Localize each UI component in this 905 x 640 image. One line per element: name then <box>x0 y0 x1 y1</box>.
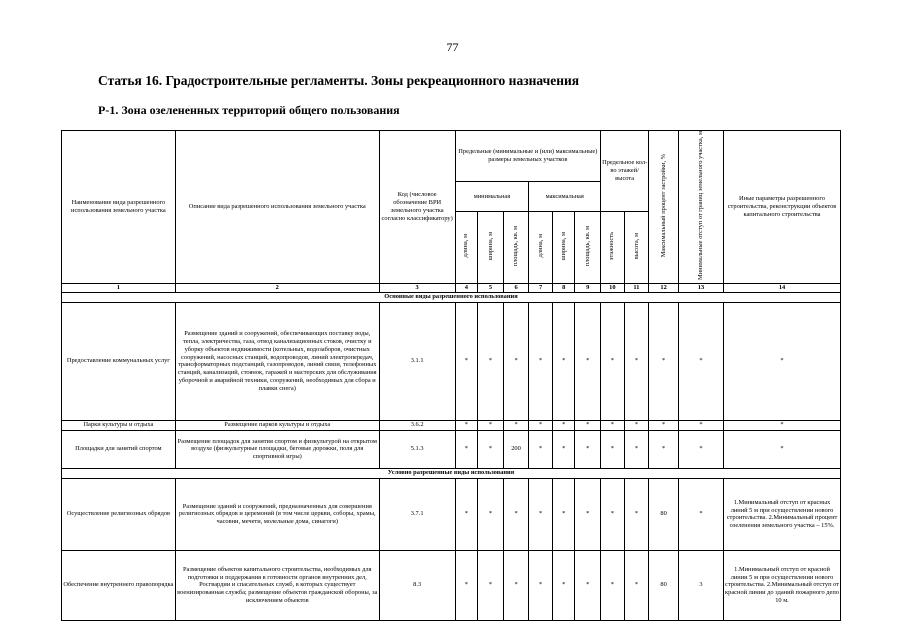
min-width-value: * <box>478 430 504 468</box>
table-row <box>62 478 841 550</box>
build-percent-value: * <box>649 420 679 430</box>
header-floors: этажность <box>601 212 625 284</box>
col-number: 10 <box>601 283 625 292</box>
min-width-value: * <box>478 550 504 620</box>
min-width-value: * <box>478 302 504 420</box>
setback-value: 3 <box>678 550 723 620</box>
build-percent-value: * <box>649 430 679 468</box>
floors-value: * <box>601 478 625 550</box>
max-area-value: * <box>575 420 601 430</box>
min-length-value: * <box>455 550 478 620</box>
build-percent-value: 80 <box>649 478 679 550</box>
zone-subtitle: Р-1. Зона озелененных территорий общего пользования <box>98 103 400 117</box>
floors-value: * <box>601 430 625 468</box>
header-row-1 <box>62 131 841 182</box>
build-percent-value: * <box>649 302 679 420</box>
col-number: 5 <box>478 283 504 292</box>
height-value: * <box>624 420 649 430</box>
max-length-value: * <box>529 302 553 420</box>
min-length-value: * <box>455 478 478 550</box>
header-floors-group: Предельное кол-во этажей/ высота <box>601 131 649 212</box>
use-code: 3.6.2 <box>379 420 455 430</box>
height-value: * <box>624 478 649 550</box>
min-area-value: * <box>503 420 529 430</box>
use-code: 8.3 <box>379 550 455 620</box>
max-length-value: * <box>529 478 553 550</box>
section-main-title: Основные виды разрешенного использования <box>62 292 841 302</box>
floors-value: * <box>601 420 625 430</box>
max-width-value: * <box>552 420 575 430</box>
other-params: * <box>724 420 841 430</box>
col-number: 1 <box>62 283 176 292</box>
use-code: 5.1.3 <box>379 430 455 468</box>
max-area-value: * <box>575 302 601 420</box>
header-maximal: максимальная <box>529 181 601 211</box>
max-width-value: * <box>552 302 575 420</box>
min-area-value: 200 <box>503 430 529 468</box>
col-number: 8 <box>552 283 575 292</box>
col-number: 7 <box>529 283 553 292</box>
col-number: 14 <box>724 283 841 292</box>
setback-value: * <box>678 302 723 420</box>
table-row <box>62 302 841 420</box>
use-description: Размещение парков культуры и отдыха <box>175 420 379 430</box>
setback-value: * <box>678 420 723 430</box>
floors-value: * <box>601 302 625 420</box>
header-max-area: площадь, кв. м <box>575 212 601 284</box>
max-length-value: * <box>529 430 553 468</box>
min-area-value: * <box>503 478 529 550</box>
use-code: 3.1.1 <box>379 302 455 420</box>
section-row-main <box>62 292 841 302</box>
header-max-width: ширина, м <box>552 212 575 284</box>
col-number: 6 <box>503 283 529 292</box>
section-row-conditional <box>62 468 841 478</box>
regulations-table <box>61 130 841 621</box>
use-name: Предоставление коммунальных услуг <box>62 302 176 420</box>
min-length-value: * <box>455 430 478 468</box>
use-description: Размещение объектов капитального строительства, необходимых для подготовки и поддержания в готовности органов внутренних дел, Росгвардии и спасательных служб, в которых существует военизированная служба; размещение объектов гражданской обороны, за исключением объектов <box>175 550 379 620</box>
build-percent-value: 80 <box>649 550 679 620</box>
header-max-length: длина, м <box>529 212 553 284</box>
use-name: Осуществление религиозных обрядов <box>62 478 176 550</box>
header-min-area: площадь, кв. м <box>503 212 529 284</box>
table-row <box>62 430 841 468</box>
header-name: Наименование вида разрешенного использования земельного участка <box>62 131 176 284</box>
height-value: * <box>624 302 649 420</box>
min-length-value: * <box>455 420 478 430</box>
header-setback: Минимальные отступ от границ земельного участка, м <box>678 131 723 284</box>
col-number: 12 <box>649 283 679 292</box>
col-number: 3 <box>379 283 455 292</box>
page-number: 77 <box>446 40 459 54</box>
col-number: 13 <box>678 283 723 292</box>
min-length-value: * <box>455 302 478 420</box>
min-area-value: * <box>503 302 529 420</box>
use-name: Площадки для занятий спортом <box>62 430 176 468</box>
min-area-value: * <box>503 550 529 620</box>
use-description: Размещение площадок для занятия спортом и физкультурой на открытом воздухе (физкультурные площадки, беговые дорожки, поля для спортивной игры) <box>175 430 379 468</box>
max-width-value: * <box>552 478 575 550</box>
header-build-percent: Максимальный процент застройки, % <box>649 131 679 284</box>
other-params: 1.Минимальный отступ от красной линии 5 м при осуществлении нового строительства. 2.Минимальный отступ от красной линии до зданий пожарного депо 10 м. <box>724 550 841 620</box>
header-height: высота, м <box>624 212 649 284</box>
use-name: Обеспечение внутреннего правопорядка <box>62 550 176 620</box>
other-params: 1.Минимальный отступ от красных линий 5 м при осуществлении нового строительства. 2.Минимальный процент озеленения земельного участка – 15%. <box>724 478 841 550</box>
section-conditional-title: Условно разрешенные виды использования <box>62 468 841 478</box>
table-row <box>62 550 841 620</box>
header-min-width: ширина, м <box>478 212 504 284</box>
max-length-value: * <box>529 550 553 620</box>
header-min-length: длина, м <box>455 212 478 284</box>
height-value: * <box>624 550 649 620</box>
header-description: Описание вида разрешенного использования земельного участка <box>175 131 379 284</box>
col-number: 4 <box>455 283 478 292</box>
height-value: * <box>624 430 649 468</box>
column-number-row <box>62 283 841 292</box>
header-code: Код (числовое обозначение ВРИ земельного участка согласно классификатору) <box>379 131 455 284</box>
col-number: 9 <box>575 283 601 292</box>
use-description: Размещение зданий и сооружений, предназначенных для совершения религиозных обрядов и церемоний (в том числе церкви, соборы, храмы, часовни, мечети, молельные дома, синагоги) <box>175 478 379 550</box>
max-area-value: * <box>575 478 601 550</box>
min-width-value: * <box>478 420 504 430</box>
header-other: Иные параметры разрешенного строительства, реконструкции объектов капитального строительства <box>724 131 841 284</box>
use-name: Парки культуры и отдыха <box>62 420 176 430</box>
header-minimal: минимальная <box>455 181 529 211</box>
table-row <box>62 420 841 430</box>
use-description: Размещение зданий и сооружений, обеспечивающих поставку воды, тепла, электричества, газа, отвод канализационных стоков, очистку и уборку объектов недвижимости (котельных, водозаборов, очистных сооружений, насосных станций, водопроводов, линий электропередач, трансформаторных подстанций, газопроводов, линий связи, телефонных станций, канализаций, стоянок, гаражей и мастерских для обслуживания уборочной и аварийной техники, сооружений, необходимых для сбора и плавки снега) <box>175 302 379 420</box>
max-width-value: * <box>552 430 575 468</box>
use-code: 3.7.1 <box>379 478 455 550</box>
setback-value: * <box>678 430 723 468</box>
max-area-value: * <box>575 430 601 468</box>
other-params: * <box>724 302 841 420</box>
max-area-value: * <box>575 550 601 620</box>
col-number: 11 <box>624 283 649 292</box>
setback-value: * <box>678 478 723 550</box>
col-number: 2 <box>175 283 379 292</box>
max-width-value: * <box>552 550 575 620</box>
floors-value: * <box>601 550 625 620</box>
other-params: * <box>724 430 841 468</box>
max-length-value: * <box>529 420 553 430</box>
article-title: Статья 16. Градостроительные регламенты. Зоны рекреационного назначения <box>98 73 580 88</box>
header-limits: Предельные (минимальные и (или) максимальные) размеры земельных участков <box>455 131 600 182</box>
min-width-value: * <box>478 478 504 550</box>
